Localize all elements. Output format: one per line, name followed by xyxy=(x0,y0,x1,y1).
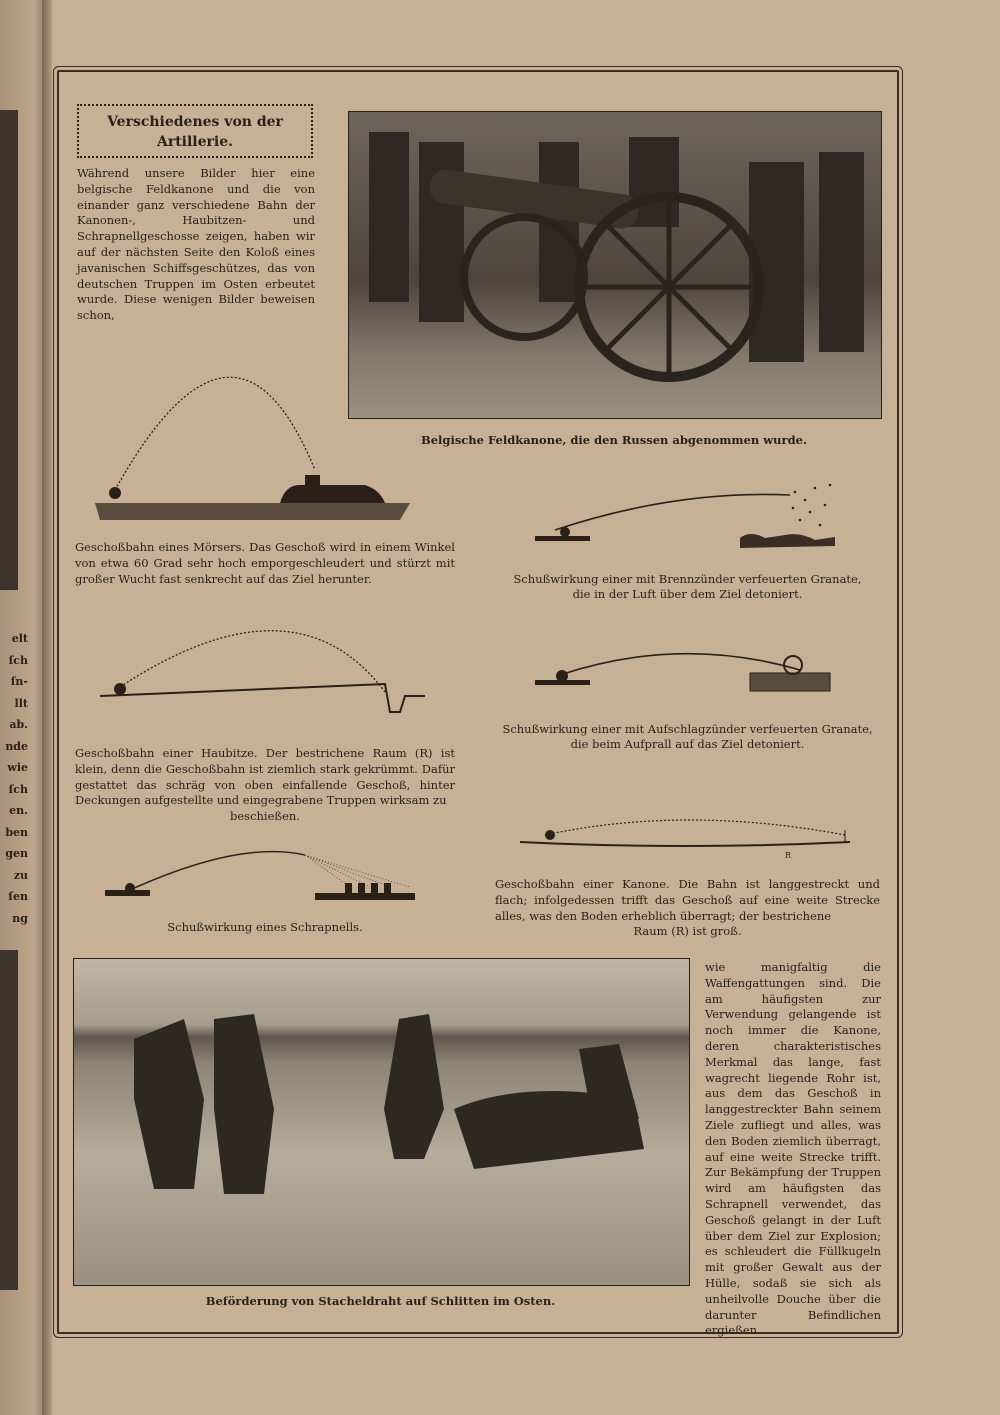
mortar-caption: Geschoßbahn eines Mörsers. Das Geschoß wird in einem Winkel von etwa 60 Grad sehr hoch emporgeschleudert und stürzt mit großer Wucht fast senkrecht auf das Ziel herunter. xyxy=(75,540,455,586)
sled-photo xyxy=(73,958,690,1286)
impact-fuse-caption xyxy=(490,722,885,752)
mortar-trajectory-diagram xyxy=(90,325,420,525)
howitzer-caption: Geschoßbahn einer Haubitze. Der bestrichene Raum (R) ist klein, denn die Geschoßbahn ist ziemlich stark gekrümmt. Dafür gestattet das schräg von oben einfallende Geschoß, hinter Deckungen aufgestellte und eingegrabene Truppen wirksam zu xyxy=(75,746,455,808)
caption-line: Schußwirkung einer mit Brennzünder verfeuerten Granate, xyxy=(513,572,862,586)
previous-page-line: ab. xyxy=(9,718,28,731)
range-label: R xyxy=(785,851,792,860)
cannon-photo-caption: Belgische Feldkanone, die den Russen abgenommen wurde. xyxy=(421,433,807,447)
page-spine xyxy=(42,0,52,1415)
caption-line: die beim Aufprall auf das Ziel detoniert. xyxy=(570,737,805,751)
previous-page-line: ſn- xyxy=(10,675,28,688)
previous-page-line: ng xyxy=(12,911,28,925)
impact-fuse-grenade-diagram xyxy=(530,635,840,695)
previous-page-line: gen xyxy=(5,847,28,860)
howitzer-caption-block xyxy=(75,746,455,824)
howitzer-trajectory-diagram xyxy=(95,612,435,727)
cannon-trajectory-caption: Geschoßbahn einer Kanone. Die Bahn ist langgestreckt und flach; infolgedessen trifft das Geschoß auf eine weite Strecke alles, was den Boden erheblich überragt; der bestrichene xyxy=(495,877,880,923)
intro-text: Während unsere Bilder hier eine belgische Feldkanone und die von einander ganz verschiedene Bahn der Kanonen-, Haubitzen- und Schrapnellgeschosse zeigen, haben wir auf der nächsten Seite den Koloß eines javanischen Schiffsgeschützes, das von deutschen Truppen im Osten erbeutet wurde. Diese wenigen Bilder beweisen schon, xyxy=(77,166,315,323)
article-title-box xyxy=(77,104,313,158)
previous-page-line: nde xyxy=(5,739,28,753)
sled-photo-caption: Beförderung von Stacheldraht auf Schlitten im Osten. xyxy=(205,1294,556,1308)
article-title: Verschiedenes von der xyxy=(107,114,283,130)
previous-page-line: ben xyxy=(5,825,28,839)
continuation-text: wie manigfaltig die Waffengattungen sind. Die am häufigsten zur Verwendung gelangende ist noch immer die Kanone, deren charakteristisches Merkmal das lange, fast wagrecht liegende Rohr ist, aus dem das Geschoß in langgestreckter Bahn seinem Ziele zufliegt und alles, was den Boden ziemlich überragt, auf eine weite Strecke trifft. Zur Bekämpfung der Truppen wird am häufigsten das Schrapnell verwendet, das Geschoß gelangt in der Luft über dem Ziel zur Explosion; es schleudert die Füllkugeln mit großer Gewalt aus der Hülle, sodaß sie sich als unheilvolle Douche über die darunter Befindlichen ergießen. xyxy=(705,960,881,1338)
previous-page-line: llt xyxy=(14,696,28,710)
previous-page-line: ſch xyxy=(8,653,28,667)
caption-line: Schußwirkung einer mit Aufschlagzünder verfeuerten Granate, xyxy=(502,722,873,736)
article-title: Artillerie. xyxy=(156,134,234,150)
sled-photo-illustration xyxy=(74,959,689,1285)
cannon-trajectory-caption-end: Raum (R) ist groß. xyxy=(633,924,742,939)
shrapnel-diagram xyxy=(100,845,420,910)
caption-line: die in der Luft über dem Ziel detoniert. xyxy=(572,587,803,601)
previous-page-line: ſen xyxy=(8,890,28,903)
burn-fuse-grenade-diagram xyxy=(525,470,845,560)
howitzer-caption-end: beschießen. xyxy=(230,809,300,824)
previous-page-line: wie xyxy=(7,761,28,774)
cannon-trajectory-diagram xyxy=(515,810,860,865)
previous-page-line: en. xyxy=(9,804,28,817)
shrapnel-caption: Schußwirkung eines Schrapnells. xyxy=(167,920,363,934)
cannon-photo xyxy=(348,111,882,419)
previous-page-photo xyxy=(0,110,18,590)
burn-fuse-caption xyxy=(490,572,885,602)
previous-page-photo xyxy=(0,950,18,1290)
previous-page-line: zu xyxy=(13,868,28,882)
previous-page-text xyxy=(2,628,28,929)
cannon-photo-illustration xyxy=(349,112,881,418)
previous-page-line: elt xyxy=(11,632,28,645)
cannon-trajectory-caption-block xyxy=(495,877,880,939)
previous-page-line: ſch xyxy=(8,782,28,796)
